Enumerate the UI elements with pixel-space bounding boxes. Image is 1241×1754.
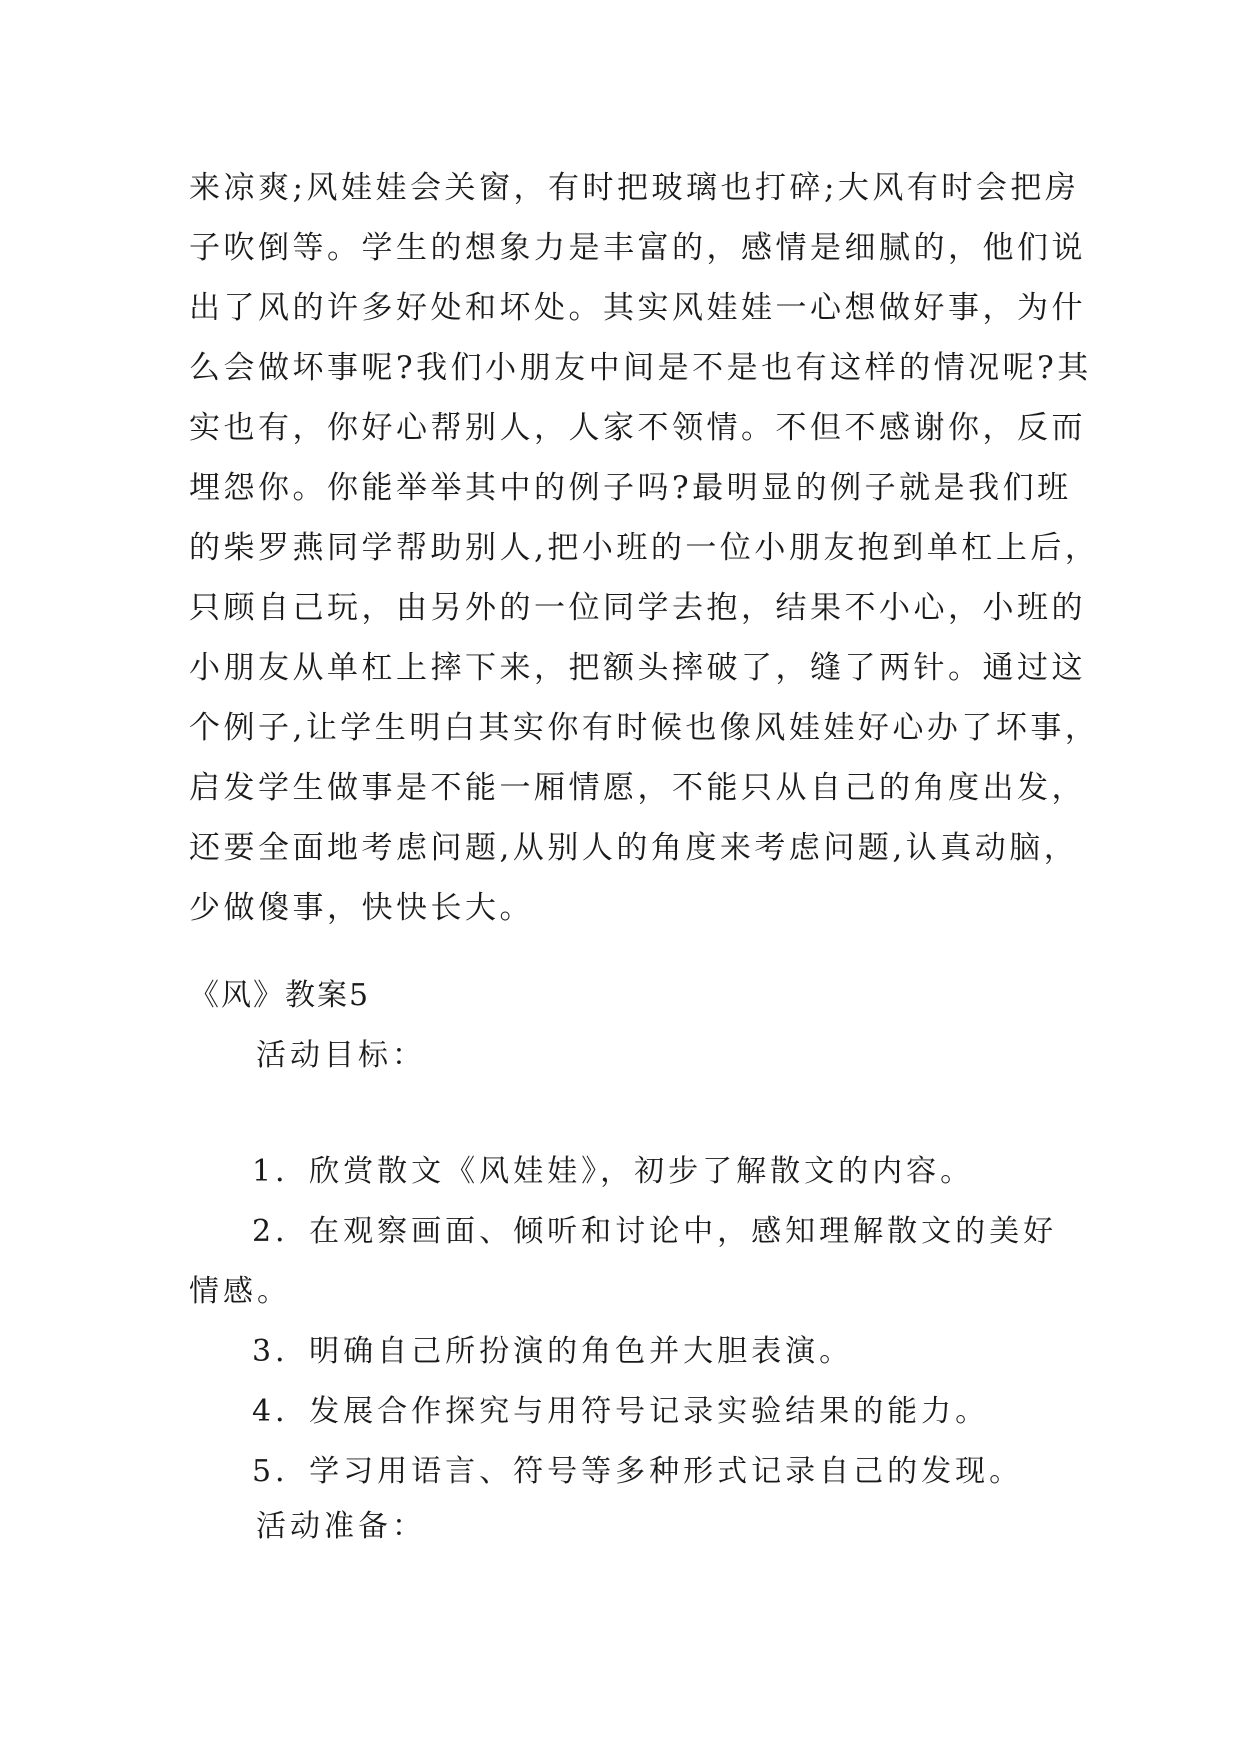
paragraph-line: 来凉爽;风娃娃会关窗，有时把玻璃也打碎;大风有时会把房: [189, 170, 1080, 206]
paragraph-line: 启发学生做事是不能一厢情愿，不能只从自己的角度出发，: [189, 770, 1086, 806]
paragraph-line: 子吹倒等。学生的想象力是丰富的，感情是细腻的，他们说: [189, 230, 1086, 266]
paragraph-line: 的柴罗燕同学帮助别人,把小班的一位小朋友抱到单杠上后，: [189, 530, 1100, 566]
objective-item: 3．明确自己所扮演的角色并大胆表演。: [252, 1334, 854, 1369]
paragraph-line: 个例子,让学生明白其实你有时候也像风娃娃好心办了坏事，: [189, 710, 1100, 746]
objective-item: 5．学习用语言、符号等多种形式记录自己的发现。: [252, 1454, 1024, 1489]
objective-item: 2．在观察画面、倾听和讨论中，感知理解散文的美好: [252, 1214, 1058, 1249]
objective-item: 4．发展合作探究与用符号记录实验结果的能力。: [252, 1394, 990, 1429]
body-paragraph: [189, 158, 1100, 938]
objectives-list: [189, 1142, 1069, 1502]
objectives-label: 活动目标：: [256, 1038, 426, 1073]
objective-item: 情感。: [189, 1274, 291, 1309]
paragraph-line: 还要全面地考虑问题,从别人的角度来考虑问题,认真动脑，: [189, 830, 1079, 866]
paragraph-line: 少做傻事，快快长大。: [189, 890, 534, 926]
preparation-label: 活动准备：: [256, 1509, 426, 1544]
objective-item: 1．欣赏散文《风娃娃》，初步了解散文的内容。: [252, 1154, 975, 1189]
paragraph-line: 只顾自己玩，由另外的一位同学去抱，结果不小心，小班的: [189, 590, 1086, 626]
paragraph-line: 么会做坏事呢?我们小朋友中间是不是也有这样的情况呢?其: [189, 350, 1092, 386]
paragraph-line: 实也有，你好心帮别人，人家不领情。不但不感谢你，反而: [189, 410, 1086, 446]
paragraph-line: 小朋友从单杠上摔下来，把额头摔破了，缝了两针。通过这: [189, 650, 1086, 686]
paragraph-line: 埋怨你。你能举举其中的例子吗?最明显的例子就是我们班: [189, 470, 1072, 506]
paragraph-line: 出了风的许多好处和坏处。其实风娃娃一心想做好事，为什: [189, 290, 1086, 326]
section-title: 《风》教案5: [189, 978, 371, 1013]
